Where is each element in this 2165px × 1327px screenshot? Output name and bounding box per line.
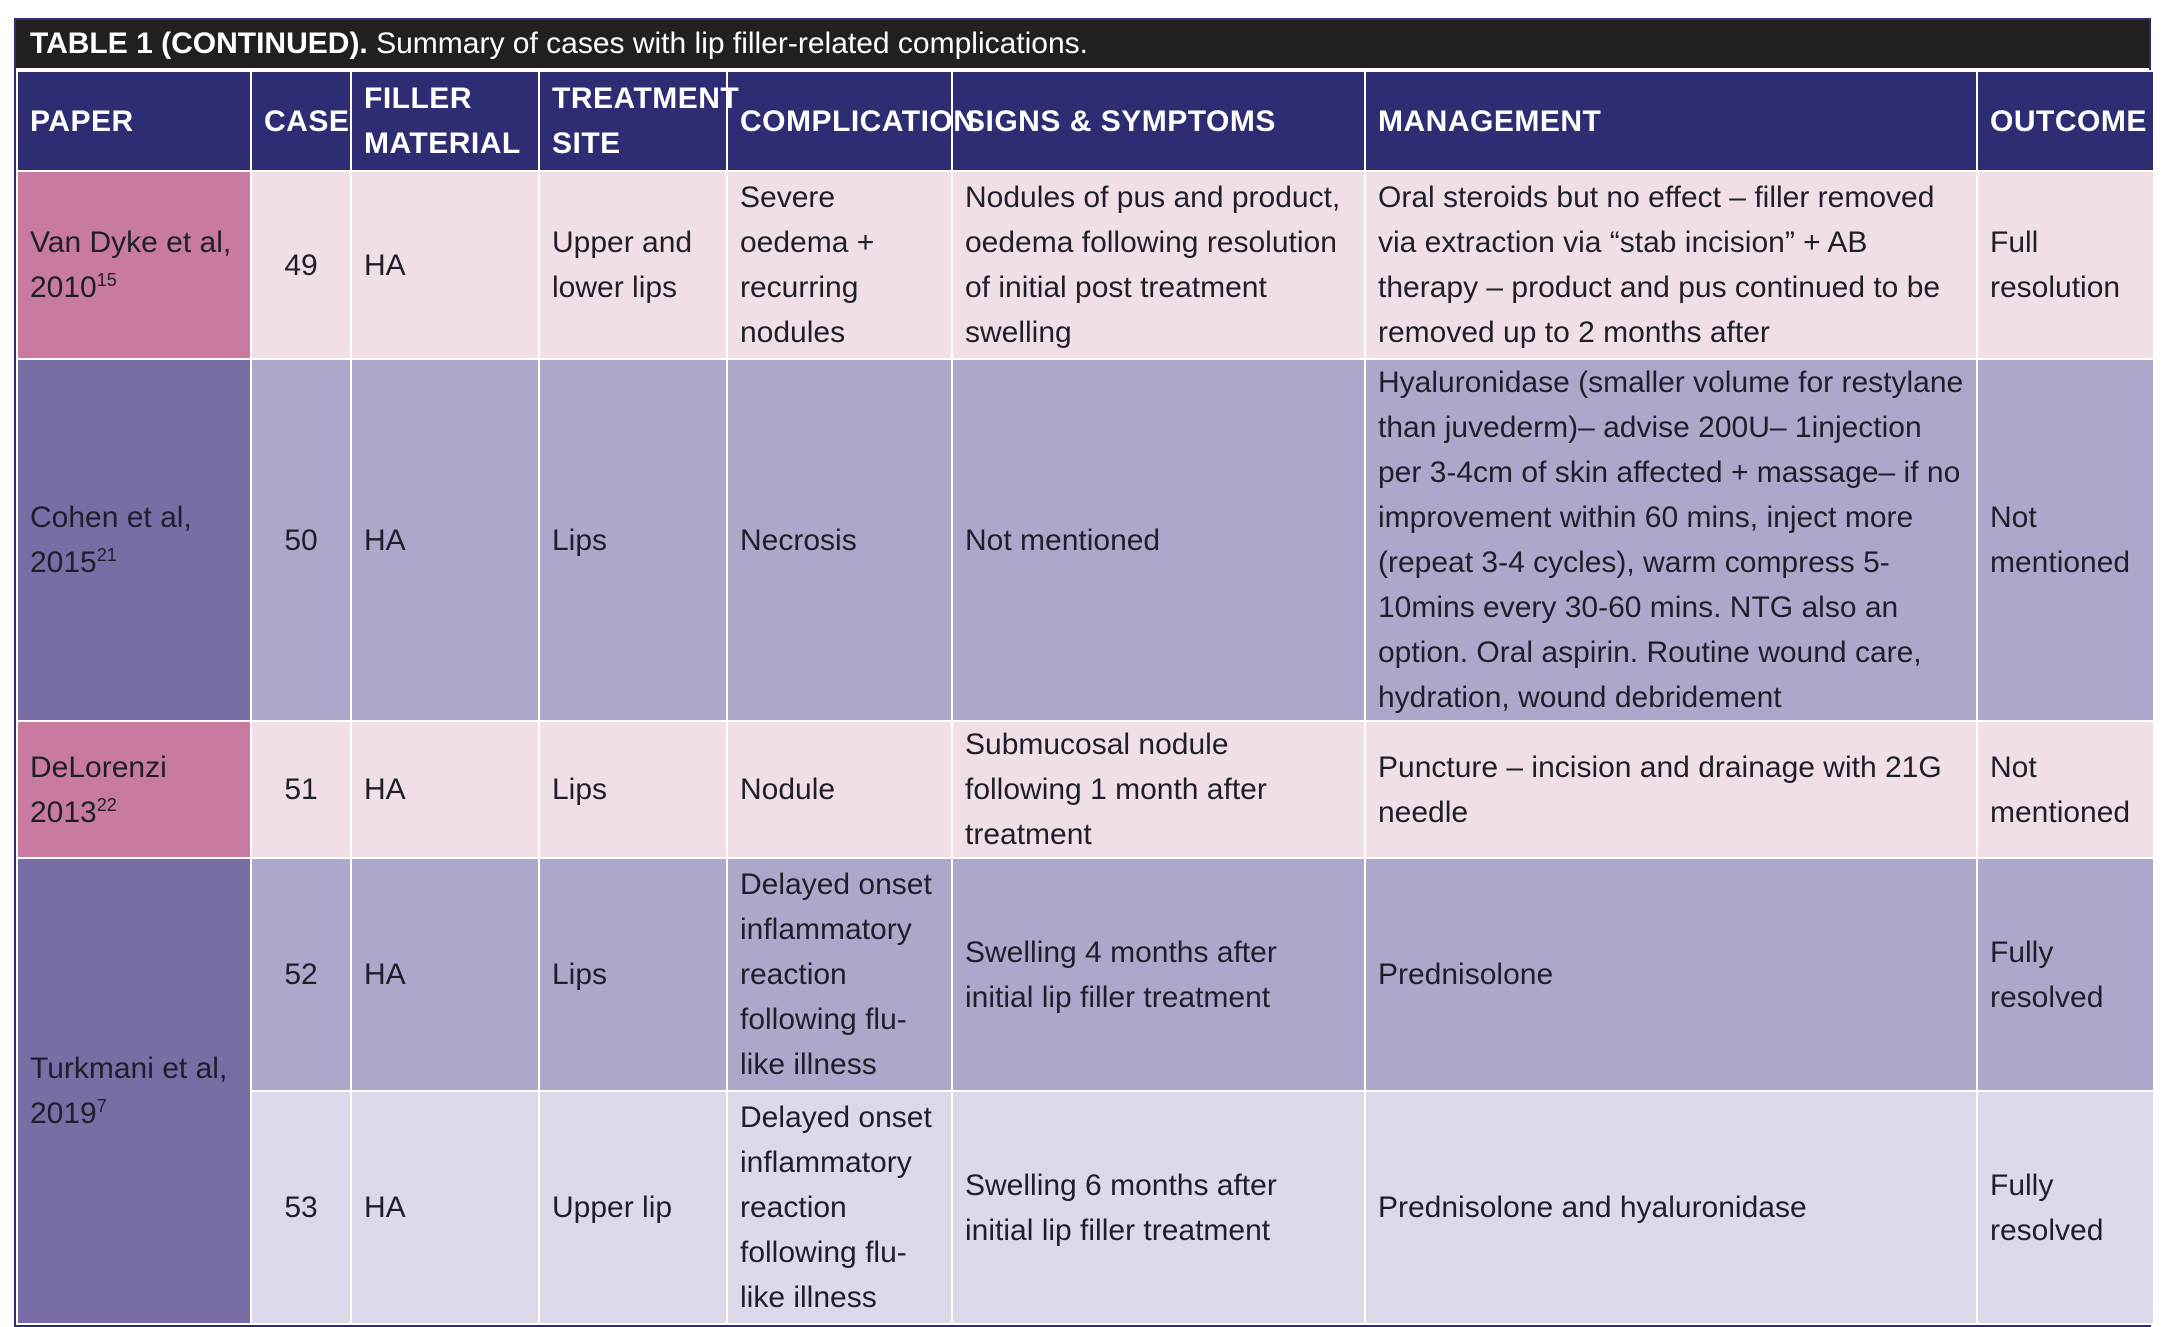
table-row — [17, 359, 2154, 721]
complications-table-figure — [14, 18, 2151, 1327]
paper-cell — [17, 359, 251, 721]
case-cell: 52 — [251, 858, 351, 1091]
col-header-paper: PAPER — [17, 71, 251, 171]
reference-number: 22 — [96, 794, 117, 815]
caption-label: TABLE 1 (CONTINUED). — [30, 27, 368, 60]
table-row — [17, 721, 2154, 858]
reference-number: 7 — [96, 1096, 107, 1116]
signs-cell: Swelling 6 months after initial lip filler treatment — [952, 1091, 1365, 1324]
management-cell: Prednisolone and hyaluronidase — [1365, 1091, 1977, 1324]
col-header-outcome: OUTCOME — [1977, 71, 2154, 171]
col-header-filler-material: FILLER MATERIAL — [351, 71, 539, 171]
filler-cell: HA — [351, 171, 539, 359]
complication-cell: Delayed onset inflammatory reaction following flu-like illness — [727, 858, 952, 1091]
site-cell: Lips — [539, 858, 727, 1091]
site-cell: Upper lip — [539, 1091, 727, 1324]
col-header-treatment-site: TREATMENT SITE — [539, 71, 727, 171]
outcome-cell: Not mentioned — [1977, 721, 2154, 858]
signs-cell: Not mentioned — [952, 359, 1365, 721]
reference-number: 21 — [96, 545, 117, 565]
signs-cell: Submucosal nodule following 1 month after treatment — [952, 721, 1365, 858]
management-cell: Oral steroids but no effect – filler removed via extraction via “stab incision” + AB therapy – product and pus continued to be removed up to 2 months after — [1365, 171, 1977, 359]
case-cell: 51 — [251, 721, 351, 858]
outcome-cell: Fully resolved — [1977, 1091, 2154, 1324]
col-header-complication: COMPLICATION — [727, 71, 952, 171]
table-row — [17, 171, 2154, 359]
col-header-signs-symptoms: SIGNS & SYMPTOMS — [952, 71, 1365, 171]
caption-text: Summary of cases with lip filler-related complications. — [367, 27, 1089, 60]
complication-cell: Nodule — [727, 721, 952, 858]
outcome-cell: Full resolution — [1977, 171, 2154, 359]
case-cell: 50 — [251, 359, 351, 721]
filler-cell: HA — [351, 721, 539, 858]
outcome-cell: Fully resolved — [1977, 858, 2154, 1091]
site-cell: Upper and lower lips — [539, 171, 727, 359]
signs-cell: Swelling 4 months after initial lip filler treatment — [952, 858, 1365, 1091]
complication-cell: Necrosis — [727, 359, 952, 721]
paper-cell — [17, 721, 251, 858]
paper-text: DeLorenzi 2013 — [30, 750, 167, 829]
paper-text: Van Dyke et al, 2010 — [30, 226, 232, 304]
management-cell: Hyaluronidase (smaller volume for restylane than juvederm)– advise 200U– 1injection per 3-4cm of skin affected + massage– if no improvement within 60 mins, inject more (repeat 3-4 cycles), warm compress 5-10mins every 30-60 mins. NTG also an option. Oral aspirin. Routine wound care, hydration, wound debridement — [1365, 359, 1977, 721]
management-cell: Puncture – incision and drainage with 21G needle — [1365, 721, 1977, 858]
signs-cell: Nodules of pus and product, oedema following resolution of initial post treatment swelling — [952, 171, 1365, 359]
complications-table — [16, 70, 2155, 1325]
complication-cell: Delayed onset inflammatory reaction following flu-like illness — [727, 1091, 952, 1324]
paper-cell — [17, 171, 251, 359]
filler-cell: HA — [351, 359, 539, 721]
case-cell: 49 — [251, 171, 351, 359]
col-header-management: MANAGEMENT — [1365, 71, 1977, 171]
table-row — [17, 858, 2154, 1091]
management-cell: Prednisolone — [1365, 858, 1977, 1091]
table-caption — [16, 20, 2149, 70]
paper-text: Cohen et al, 2015 — [30, 501, 192, 579]
col-header-case: CASE — [251, 71, 351, 171]
outcome-cell: Not mentioned — [1977, 359, 2154, 721]
case-cell: 53 — [251, 1091, 351, 1324]
paper-cell — [17, 858, 251, 1324]
header-row — [17, 71, 2154, 171]
paper-text: Turkmani et al, 2019 — [30, 1052, 228, 1130]
filler-cell: HA — [351, 1091, 539, 1324]
site-cell: Lips — [539, 359, 727, 721]
site-cell: Lips — [539, 721, 727, 858]
table-row — [17, 1091, 2154, 1324]
reference-number: 15 — [96, 270, 117, 290]
filler-cell: HA — [351, 858, 539, 1091]
complication-cell: Severe oedema + recurring nodules — [727, 171, 952, 359]
